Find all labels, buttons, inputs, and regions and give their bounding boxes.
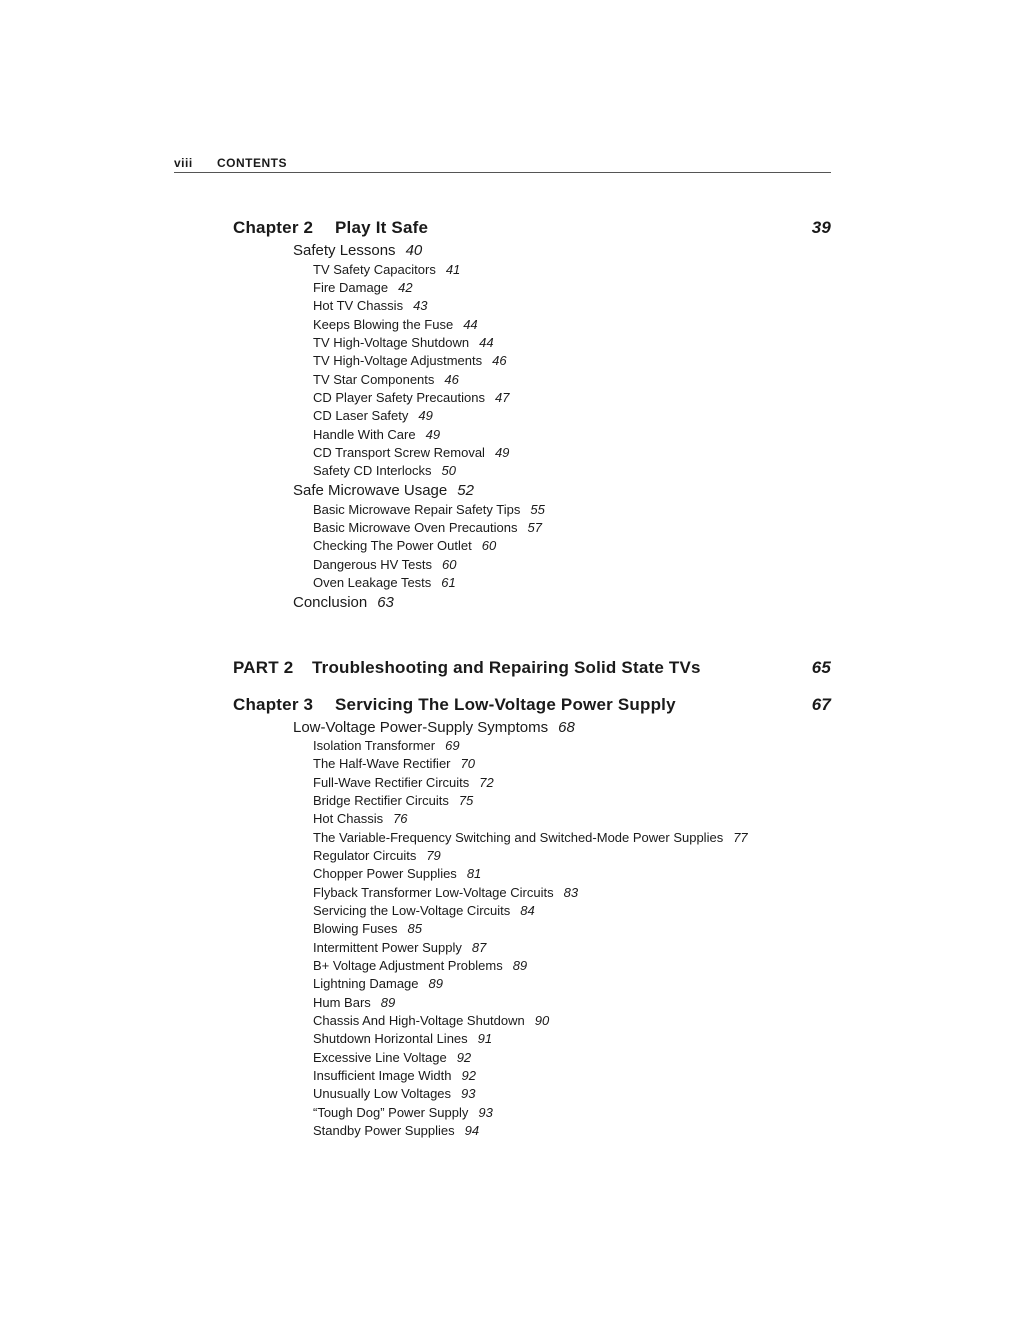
part-page: 65 [811, 658, 831, 677]
toc-entry [313, 1068, 476, 1083]
entry-title: TV High-Voltage Adjustments [313, 353, 483, 368]
entry-page: 91 [477, 1031, 493, 1046]
entry-title: Full-Wave Rectifier Circuits [313, 775, 470, 790]
entry-title: Keeps Blowing the Fuse [313, 317, 454, 332]
toc-entry [313, 520, 542, 535]
chapter-title: Servicing The Low-Voltage Power Supply [335, 695, 676, 714]
toc-entry [313, 408, 433, 423]
entry-title: Basic Microwave Repair Safety Tips [313, 502, 521, 517]
entry-title: Lightning Damage [313, 976, 419, 991]
toc-entry [313, 445, 509, 460]
section-page: 52 [457, 482, 474, 499]
chapter-title: Play It Safe [335, 218, 429, 237]
entry-page: 60 [442, 557, 457, 572]
entry-title: CD Transport Screw Removal [313, 445, 485, 460]
entry-page: 50 [441, 463, 456, 478]
entry-title: B+ Voltage Adjustment Problems [313, 958, 503, 973]
entry-page: 49 [418, 408, 433, 423]
toc-entry [313, 1031, 492, 1046]
running-head [174, 156, 831, 173]
entry-page: 55 [530, 502, 545, 517]
section-title: Low-Voltage Power-Supply Symptoms [293, 719, 549, 736]
toc-section [293, 594, 394, 611]
entry-page: 89 [380, 995, 396, 1010]
section-title: Safety Lessons [293, 242, 396, 259]
entry-page: 90 [534, 1013, 550, 1028]
section-page: 63 [377, 594, 394, 611]
entry-title: Checking The Power Outlet [313, 538, 472, 553]
part-2-heading [233, 658, 831, 680]
entry-title: Regulator Circuits [313, 848, 417, 863]
toc-section [293, 719, 575, 736]
toc-entry [313, 958, 527, 973]
entry-page: 81 [466, 866, 482, 881]
toc-entry [313, 390, 509, 405]
entry-title: Blowing Fuses [313, 921, 398, 936]
entry-page: 89 [428, 976, 443, 991]
entry-page: 84 [520, 903, 535, 918]
entry-title: Excessive Line Voltage [313, 1050, 447, 1065]
entry-title: Intermittent Power Supply [313, 940, 462, 955]
entry-title: Basic Microwave Oven Precautions [313, 520, 518, 535]
chapter-label: Chapter 2 [233, 218, 314, 237]
toc-entry [313, 502, 545, 517]
entry-title: Chassis And High-Voltage Shutdown [313, 1013, 525, 1028]
entry-page: 43 [413, 298, 428, 313]
toc-section [293, 482, 474, 499]
entry-page: 89 [512, 958, 528, 973]
toc-entry [313, 940, 486, 955]
toc-entry [313, 1123, 479, 1138]
toc-entry [313, 427, 440, 442]
chapter-label: Chapter 3 [233, 695, 314, 714]
toc-entry [313, 793, 473, 808]
toc-entry [313, 756, 475, 771]
entry-title: Hot Chassis [313, 811, 384, 826]
toc-entry [313, 921, 422, 936]
entry-title: Shutdown Horizontal Lines [313, 1031, 468, 1046]
entry-page: 42 [398, 280, 413, 295]
entry-page: 76 [393, 811, 408, 826]
entry-page: 41 [445, 262, 461, 277]
entry-page: 92 [461, 1068, 476, 1083]
entry-title: TV Star Components [313, 372, 435, 387]
toc-entry [313, 903, 535, 918]
entry-page: 46 [492, 353, 507, 368]
part-label: PART 2 [233, 658, 294, 677]
entry-title: Chopper Power Supplies [313, 866, 457, 881]
entry-title: Bridge Rectifier Circuits [313, 793, 449, 808]
entry-page: 93 [478, 1105, 493, 1120]
entry-page: 46 [444, 372, 459, 387]
toc-entry [313, 976, 443, 991]
entry-page: 79 [426, 848, 441, 863]
entry-title: Flyback Transformer Low-Voltage Circuits [313, 885, 554, 900]
entry-title: TV Safety Capacitors [313, 262, 436, 277]
toc-entry [313, 866, 481, 881]
entry-title: Isolation Transformer [313, 738, 436, 753]
toc-entry [313, 262, 460, 277]
entry-page: 61 [441, 575, 456, 590]
entry-page: 72 [479, 775, 494, 790]
entry-page: 83 [563, 885, 579, 900]
toc-entry [313, 353, 507, 368]
toc-entry [313, 372, 459, 387]
toc-section [293, 242, 422, 259]
toc-entry [313, 775, 494, 790]
toc-entry [313, 1013, 549, 1028]
entry-page: 70 [460, 756, 475, 771]
chapter-page: 39 [811, 218, 831, 237]
toc-entry [313, 298, 428, 313]
entry-page: 77 [733, 830, 748, 845]
toc-entry [313, 830, 748, 845]
toc-entry [313, 538, 496, 553]
entry-page: 93 [461, 1086, 476, 1101]
entry-title: “Tough Dog” Power Supply [313, 1105, 469, 1120]
toc-entry [313, 1050, 471, 1065]
entry-page: 60 [481, 538, 497, 553]
toc-entry [313, 848, 441, 863]
entry-title: Hot TV Chassis [313, 298, 404, 313]
entry-title: Fire Damage [313, 280, 389, 295]
entry-title: The Variable-Frequency Switching and Switched-Mode Power Supplies [313, 830, 724, 845]
entry-page: 49 [494, 445, 510, 460]
entry-page: 44 [463, 317, 478, 332]
entry-page: 57 [527, 520, 542, 535]
entry-title: TV High-Voltage Shutdown [313, 335, 470, 350]
entry-title: Unusually Low Voltages [313, 1086, 452, 1101]
entry-title: Hum Bars [313, 995, 371, 1010]
entry-title: Insufficient Image Width [313, 1068, 452, 1083]
entry-title: CD Player Safety Precautions [313, 390, 485, 405]
toc-entry [313, 575, 456, 590]
chapter-2-heading [233, 218, 831, 240]
entry-title: The Half-Wave Rectifier [313, 756, 451, 771]
toc-entry [313, 811, 408, 826]
toc-entry [313, 335, 494, 350]
toc-entry [313, 317, 478, 332]
section-page: 68 [558, 719, 575, 736]
chapter-3-heading [233, 695, 831, 717]
part-title: Troubleshooting and Repairing Solid State TVs [312, 658, 701, 677]
running-head-title: CONTENTS [217, 156, 287, 170]
entry-title: Servicing the Low-Voltage Circuits [313, 903, 511, 918]
entry-page: 94 [464, 1123, 480, 1138]
toc-entry [313, 995, 395, 1010]
section-page: 40 [405, 242, 423, 259]
entry-title: Dangerous HV Tests [313, 557, 432, 572]
entry-page: 87 [471, 940, 487, 955]
section-title: Conclusion [293, 594, 368, 611]
toc-entry [313, 1105, 493, 1120]
toc-entry [313, 463, 456, 478]
toc-entry [313, 557, 456, 572]
entry-page: 75 [458, 793, 474, 808]
page-number: viii [174, 156, 193, 170]
toc-entry [313, 1086, 476, 1101]
toc-entry [313, 280, 413, 295]
toc-entry [313, 738, 460, 753]
entry-page: 49 [425, 427, 441, 442]
entry-page: 47 [494, 390, 510, 405]
entry-page: 44 [479, 335, 494, 350]
toc-entry [313, 885, 578, 900]
section-title: Safe Microwave Usage [293, 482, 448, 499]
entry-title: Oven Leakage Tests [313, 575, 432, 590]
chapter-page: 67 [811, 695, 831, 714]
entry-title: Handle With Care [313, 427, 416, 442]
entry-title: Safety CD Interlocks [313, 463, 432, 478]
entry-title: CD Laser Safety [313, 408, 409, 423]
entry-page: 92 [456, 1050, 472, 1065]
entry-title: Standby Power Supplies [313, 1123, 455, 1138]
entry-page: 69 [445, 738, 460, 753]
entry-page: 85 [407, 921, 423, 936]
